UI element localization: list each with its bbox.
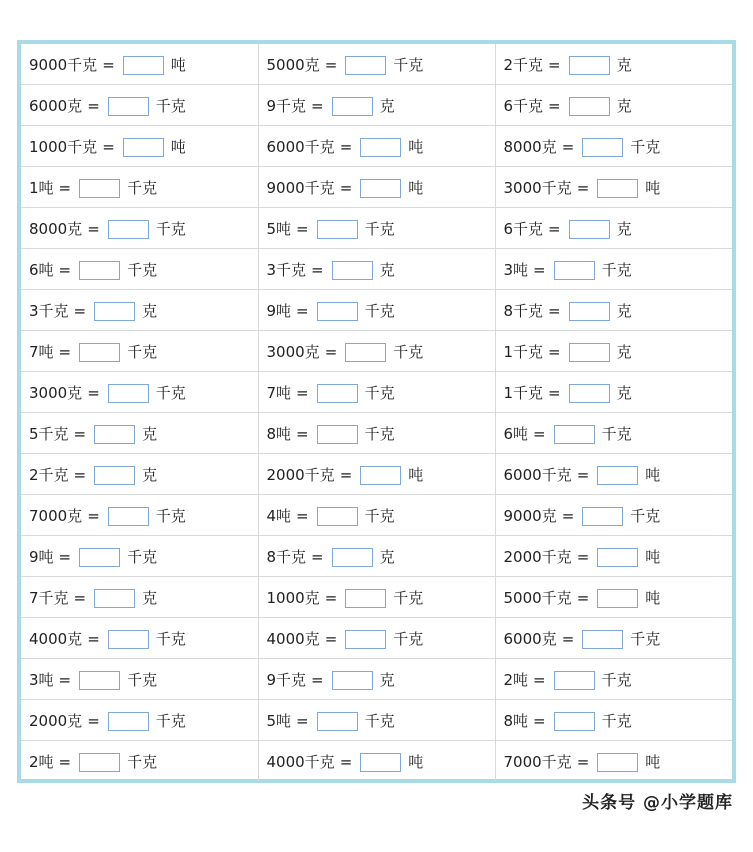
exercise-cell (495, 372, 732, 413)
answer-box[interactable] (597, 179, 638, 198)
target-unit-label: 千克 (364, 424, 395, 443)
target-unit-label: 千克 (155, 96, 186, 115)
exercise-row (21, 536, 732, 577)
exercise-row (21, 618, 732, 659)
exercise-cell (495, 413, 732, 454)
target-unit-label: 千克 (364, 383, 395, 402)
quantity-label: 7吨 (29, 342, 54, 361)
answer-box[interactable] (317, 302, 358, 321)
target-unit-label: 吨 (408, 752, 424, 771)
equals-sign: = (296, 219, 309, 238)
equals-sign: = (73, 301, 87, 320)
target-unit-label: 千克 (127, 752, 158, 771)
answer-box[interactable] (554, 261, 595, 280)
equals-sign: = (102, 55, 115, 74)
exercise-cell (258, 536, 495, 577)
equals-sign: = (576, 465, 590, 484)
exercise-cell (258, 208, 495, 249)
target-unit-label: 千克 (127, 670, 158, 689)
equals-sign: = (548, 219, 561, 238)
answer-box[interactable] (345, 343, 386, 362)
answer-box[interactable] (108, 97, 149, 116)
target-unit-label: 克 (379, 547, 395, 566)
answer-box[interactable] (317, 425, 358, 444)
equals-sign: = (533, 711, 546, 730)
answer-box[interactable] (554, 712, 595, 731)
answer-box[interactable] (317, 384, 358, 403)
quantity-label: 2000千克 (266, 465, 335, 484)
answer-box[interactable] (317, 507, 358, 526)
answer-box[interactable] (360, 179, 401, 198)
exercise-cell (495, 290, 732, 331)
equals-sign: = (561, 629, 575, 648)
quantity-label: 6000克 (503, 629, 557, 648)
quantity-label: 1千克 (503, 342, 544, 361)
equals-sign: = (548, 342, 561, 361)
equals-sign: = (339, 752, 353, 771)
quantity-label: 3吨 (503, 260, 529, 279)
exercise-cell (258, 700, 495, 741)
target-unit-label: 克 (379, 260, 395, 279)
equals-sign: = (87, 96, 100, 115)
quantity-label: 5000千克 (503, 588, 572, 607)
exercise-cell (495, 208, 732, 249)
equals-sign: = (296, 301, 309, 320)
exercise-row (21, 290, 732, 331)
answer-box[interactable] (79, 343, 120, 362)
quantity-label: 2千克 (503, 55, 544, 74)
quantity-label: 9000克 (503, 506, 557, 525)
answer-box[interactable] (79, 261, 120, 280)
answer-box[interactable] (569, 97, 610, 116)
exercise-cell (495, 85, 732, 126)
target-unit-label: 吨 (645, 547, 661, 566)
quantity-label: 3千克 (29, 301, 69, 320)
equals-sign: = (58, 342, 72, 361)
equals-sign: = (87, 629, 100, 648)
exercise-cell (258, 372, 495, 413)
equals-sign: = (311, 260, 324, 279)
exercise-row (21, 331, 732, 372)
exercise-cell (258, 167, 495, 208)
target-unit-label: 千克 (127, 178, 158, 197)
equals-sign: = (548, 55, 561, 74)
target-unit-label: 千克 (364, 506, 395, 525)
target-unit-label: 千克 (364, 711, 395, 730)
answer-box[interactable] (332, 97, 373, 116)
answer-box[interactable] (317, 220, 358, 239)
target-unit-label: 吨 (408, 465, 424, 484)
exercise-row (21, 700, 732, 741)
quantity-label: 7000千克 (503, 752, 572, 771)
quantity-label: 6千克 (503, 219, 544, 238)
target-unit-label: 克 (616, 219, 632, 238)
answer-box[interactable] (123, 138, 164, 157)
answer-box[interactable] (79, 548, 120, 567)
equals-sign: = (58, 178, 72, 197)
quantity-label: 9千克 (266, 670, 307, 689)
exercise-cell (258, 618, 495, 659)
target-unit-label: 克 (142, 424, 158, 443)
quantity-label: 6千克 (503, 96, 544, 115)
target-unit-label: 克 (379, 670, 395, 689)
target-unit-label: 吨 (645, 752, 661, 771)
exercise-cell (495, 331, 732, 372)
target-unit-label: 克 (616, 96, 632, 115)
answer-box[interactable] (554, 425, 595, 444)
answer-box[interactable] (360, 753, 401, 772)
exercise-row (21, 85, 732, 126)
equals-sign: = (339, 465, 353, 484)
answer-box[interactable] (332, 548, 373, 567)
target-unit-label: 千克 (155, 629, 186, 648)
quantity-label: 7000克 (29, 506, 83, 525)
exercise-row (21, 413, 732, 454)
target-unit-label: 千克 (155, 383, 186, 402)
quantity-label: 4000千克 (266, 752, 335, 771)
equals-sign: = (87, 711, 100, 730)
target-unit-label: 克 (379, 96, 395, 115)
answer-box[interactable] (94, 589, 135, 608)
exercise-cell (495, 495, 732, 536)
exercise-row (21, 577, 732, 618)
equals-sign: = (533, 260, 546, 279)
target-unit-label: 千克 (601, 670, 632, 689)
exercise-cell (21, 577, 258, 618)
exercise-cell (21, 741, 258, 782)
exercise-cell (495, 741, 732, 782)
target-unit-label: 千克 (393, 588, 424, 607)
exercise-row (21, 372, 732, 413)
equals-sign: = (576, 588, 590, 607)
equals-sign: = (561, 506, 575, 525)
equals-sign: = (58, 752, 72, 771)
answer-box[interactable] (582, 630, 623, 649)
answer-box[interactable] (569, 343, 610, 362)
exercise-cell (21, 618, 258, 659)
exercise-cell (258, 44, 495, 85)
exercise-cell (495, 167, 732, 208)
answer-box[interactable] (332, 261, 373, 280)
exercise-row (21, 659, 732, 700)
target-unit-label: 千克 (393, 629, 424, 648)
target-unit-label: 千克 (364, 301, 395, 320)
quantity-label: 5千克 (29, 424, 69, 443)
quantity-label: 6000克 (29, 96, 83, 115)
equals-sign: = (533, 424, 546, 443)
answer-box[interactable] (79, 753, 120, 772)
quantity-label: 6000千克 (503, 465, 572, 484)
target-unit-label: 千克 (127, 260, 158, 279)
exercise-cell (258, 454, 495, 495)
target-unit-label: 吨 (645, 588, 661, 607)
answer-box[interactable] (582, 138, 623, 157)
equals-sign: = (576, 178, 590, 197)
equals-sign: = (87, 219, 100, 238)
exercise-cell (21, 167, 258, 208)
quantity-label: 3千克 (266, 260, 307, 279)
target-unit-label: 克 (142, 301, 158, 320)
exercise-cell (258, 249, 495, 290)
target-unit-label: 吨 (408, 178, 424, 197)
equals-sign: = (533, 670, 546, 689)
quantity-label: 8千克 (503, 301, 544, 320)
answer-box[interactable] (108, 712, 149, 731)
exercise-cell (21, 700, 258, 741)
answer-box[interactable] (569, 56, 610, 75)
answer-box[interactable] (79, 671, 120, 690)
quantity-label: 1000千克 (29, 137, 98, 156)
equals-sign: = (339, 137, 353, 156)
quantity-label: 2吨 (29, 752, 54, 771)
exercise-row (21, 126, 732, 167)
answer-box[interactable] (569, 220, 610, 239)
answer-box[interactable] (79, 179, 120, 198)
equals-sign: = (87, 506, 100, 525)
exercise-cell (495, 536, 732, 577)
equals-sign: = (548, 383, 561, 402)
equals-sign: = (58, 547, 72, 566)
answer-box[interactable] (554, 671, 595, 690)
answer-box[interactable] (597, 548, 638, 567)
answer-box[interactable] (94, 302, 135, 321)
equals-sign: = (339, 178, 353, 197)
exercise-cell (21, 249, 258, 290)
equals-sign: = (296, 383, 309, 402)
quantity-label: 1吨 (29, 178, 54, 197)
target-unit-label: 克 (616, 55, 632, 74)
exercise-cell (21, 454, 258, 495)
exercise-cell (21, 290, 258, 331)
target-unit-label: 千克 (155, 506, 186, 525)
quantity-label: 7吨 (266, 383, 292, 402)
answer-box[interactable] (94, 425, 135, 444)
exercise-row (21, 167, 732, 208)
quantity-label: 4000克 (29, 629, 83, 648)
quantity-label: 5吨 (266, 219, 292, 238)
exercise-cell (21, 413, 258, 454)
answer-box[interactable] (597, 466, 638, 485)
equals-sign: = (324, 342, 338, 361)
exercise-cell (258, 331, 495, 372)
quantity-label: 9000千克 (29, 55, 98, 74)
exercise-row (21, 741, 732, 782)
answer-box[interactable] (569, 384, 610, 403)
equals-sign: = (73, 588, 87, 607)
answer-box[interactable] (360, 138, 401, 157)
exercise-row (21, 44, 732, 85)
answer-box[interactable] (345, 56, 386, 75)
equals-sign: = (311, 670, 324, 689)
quantity-label: 9000千克 (266, 178, 335, 197)
exercise-cell (21, 44, 258, 85)
exercise-cell (258, 290, 495, 331)
target-unit-label: 克 (616, 383, 632, 402)
equals-sign: = (58, 260, 72, 279)
quantity-label: 3000克 (266, 342, 320, 361)
exercise-cell (495, 249, 732, 290)
exercise-cell (495, 618, 732, 659)
exercise-row (21, 454, 732, 495)
exercise-cell (258, 577, 495, 618)
exercise-table (21, 44, 732, 781)
exercise-cell (495, 659, 732, 700)
exercise-cell (21, 372, 258, 413)
exercise-cell (21, 126, 258, 167)
answer-box[interactable] (108, 507, 149, 526)
quantity-label: 6000千克 (266, 137, 335, 156)
worksheet (17, 40, 736, 783)
exercise-cell (495, 700, 732, 741)
quantity-label: 5000克 (266, 55, 320, 74)
exercise-row (21, 249, 732, 290)
equals-sign: = (87, 383, 100, 402)
exercise-cell (21, 331, 258, 372)
target-unit-label: 千克 (393, 55, 424, 74)
exercise-cell (258, 413, 495, 454)
target-unit-label: 吨 (645, 465, 661, 484)
exercise-cell (258, 126, 495, 167)
equals-sign: = (561, 137, 575, 156)
quantity-label: 6吨 (503, 424, 529, 443)
target-unit-label: 千克 (630, 506, 661, 525)
exercise-cell (258, 741, 495, 782)
equals-sign: = (324, 55, 338, 74)
target-unit-label: 千克 (601, 260, 632, 279)
answer-box[interactable] (108, 220, 149, 239)
equals-sign: = (324, 588, 338, 607)
quantity-label: 8000克 (503, 137, 557, 156)
answer-box[interactable] (94, 466, 135, 485)
answer-box[interactable] (332, 671, 373, 690)
answer-box[interactable] (345, 630, 386, 649)
equals-sign: = (548, 301, 561, 320)
target-unit-label: 千克 (601, 424, 632, 443)
answer-box[interactable] (569, 302, 610, 321)
target-unit-label: 千克 (630, 137, 661, 156)
exercise-cell (258, 495, 495, 536)
exercise-cell (21, 85, 258, 126)
exercise-cell (495, 454, 732, 495)
exercise-row (21, 208, 732, 249)
equals-sign: = (548, 96, 561, 115)
quantity-label: 2千克 (29, 465, 69, 484)
quantity-label: 2吨 (503, 670, 529, 689)
equals-sign: = (102, 137, 115, 156)
target-unit-label: 吨 (170, 55, 186, 74)
equals-sign: = (311, 547, 324, 566)
target-unit-label: 克 (616, 342, 632, 361)
quantity-label: 9吨 (29, 547, 54, 566)
quantity-label: 9千克 (266, 96, 307, 115)
quantity-label: 4000克 (266, 629, 320, 648)
quantity-label: 3000千克 (503, 178, 572, 197)
exercise-cell (21, 659, 258, 700)
equals-sign: = (73, 465, 87, 484)
exercise-cell (495, 577, 732, 618)
footer-credit: 头条号 @小学题库 (582, 793, 733, 813)
target-unit-label: 吨 (170, 137, 186, 156)
answer-box[interactable] (317, 712, 358, 731)
equals-sign: = (73, 424, 87, 443)
equals-sign: = (576, 547, 590, 566)
quantity-label: 7千克 (29, 588, 69, 607)
equals-sign: = (296, 424, 309, 443)
target-unit-label: 千克 (127, 342, 158, 361)
target-unit-label: 千克 (155, 219, 186, 238)
answer-box[interactable] (108, 384, 149, 403)
equals-sign: = (296, 711, 309, 730)
equals-sign: = (311, 96, 324, 115)
target-unit-label: 千克 (601, 711, 632, 730)
target-unit-label: 克 (142, 588, 158, 607)
target-unit-label: 千克 (127, 547, 158, 566)
quantity-label: 2000克 (29, 711, 83, 730)
quantity-label: 8000克 (29, 219, 83, 238)
target-unit-label: 千克 (155, 711, 186, 730)
target-unit-label: 千克 (364, 219, 395, 238)
quantity-label: 3吨 (29, 670, 54, 689)
quantity-label: 8千克 (266, 547, 307, 566)
answer-box[interactable] (597, 753, 638, 772)
exercise-cell (495, 126, 732, 167)
answer-box[interactable] (345, 589, 386, 608)
exercise-row (21, 495, 732, 536)
quantity-label: 1千克 (503, 383, 544, 402)
quantity-label: 8吨 (503, 711, 529, 730)
target-unit-label: 克 (142, 465, 158, 484)
quantity-label: 6吨 (29, 260, 54, 279)
answer-box[interactable] (360, 466, 401, 485)
target-unit-label: 克 (616, 301, 632, 320)
quantity-label: 9吨 (266, 301, 292, 320)
equals-sign: = (58, 670, 72, 689)
quantity-label: 5吨 (266, 711, 292, 730)
quantity-label: 2000千克 (503, 547, 572, 566)
exercise-cell (21, 495, 258, 536)
target-unit-label: 吨 (645, 178, 661, 197)
exercise-cell (21, 208, 258, 249)
quantity-label: 8吨 (266, 424, 292, 443)
equals-sign: = (576, 752, 590, 771)
answer-box[interactable] (108, 630, 149, 649)
quantity-label: 1000克 (266, 588, 320, 607)
exercise-cell (495, 44, 732, 85)
answer-box[interactable] (123, 56, 164, 75)
equals-sign: = (296, 506, 309, 525)
answer-box[interactable] (582, 507, 623, 526)
exercise-cell (258, 659, 495, 700)
target-unit-label: 千克 (630, 629, 661, 648)
equals-sign: = (324, 629, 338, 648)
target-unit-label: 千克 (393, 342, 424, 361)
answer-box[interactable] (597, 589, 638, 608)
quantity-label: 4吨 (266, 506, 292, 525)
quantity-label: 3000克 (29, 383, 83, 402)
exercise-cell (21, 536, 258, 577)
target-unit-label: 吨 (408, 137, 424, 156)
exercise-cell (258, 85, 495, 126)
